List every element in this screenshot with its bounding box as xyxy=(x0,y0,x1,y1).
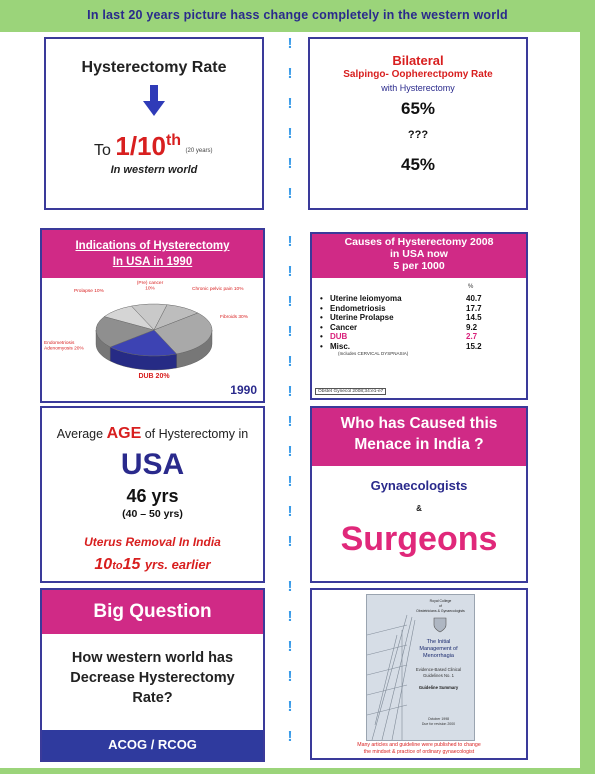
question-line3: Rate? xyxy=(132,690,173,706)
years-note: (20 years) xyxy=(185,148,213,154)
slide-title: Hysterectomy Rate xyxy=(81,59,227,76)
down-arrow-icon xyxy=(143,85,165,117)
cover-subtitle-line2: Guidelines No. 1 xyxy=(423,672,454,678)
cover-title xyxy=(405,639,472,660)
separator-mark: ! xyxy=(287,95,293,112)
earlier-suffix: yrs. earlier xyxy=(144,557,211,572)
separator-mark: ! xyxy=(287,323,293,340)
pie-label: Prolapse 10% xyxy=(74,289,104,294)
separator-mark: ! xyxy=(287,608,293,625)
question-line1: How western world has xyxy=(71,650,234,666)
slide-average-age xyxy=(40,406,265,583)
guideline-caption xyxy=(312,742,526,756)
separator-mark: ! xyxy=(287,728,293,745)
cause-bullet: • xyxy=(320,332,323,341)
header-banner xyxy=(0,0,595,32)
slide-hysterectomy-rate xyxy=(44,37,264,210)
cover-title-line3: Menorrhagia xyxy=(423,653,454,659)
earlier-upto: 15 xyxy=(122,556,141,573)
of-hysterectomy-label: of Hysterectomy in xyxy=(144,427,249,441)
separator-mark: ! xyxy=(287,443,293,460)
age-years: 46 yrs xyxy=(126,486,179,506)
fraction-value: 1/10 xyxy=(115,131,166,161)
pie-label: Chronic pelvic pain 10% xyxy=(192,287,244,292)
pie-label-dub: DUB 20% xyxy=(138,373,170,380)
cause-label: DUB xyxy=(330,332,348,341)
caption-line2: the mindset & practice of ordinary gynaecologist xyxy=(363,749,475,755)
cause-label: Endometriosis xyxy=(330,303,386,313)
separator-mark: ! xyxy=(287,638,293,655)
misc-note: (Includes CERVICAL DYSPNASIA) xyxy=(338,351,409,356)
indications-title-band xyxy=(42,230,263,278)
causes-title-band xyxy=(312,234,526,278)
cause-label: Uterine Prolapse xyxy=(330,313,394,322)
cover-college-line2: of xyxy=(439,604,442,608)
acog-rcog-band: ACOG / RCOG xyxy=(42,730,263,760)
cause-label: Uterine leiomyoma xyxy=(330,294,402,303)
bso-value-unknown: ??? xyxy=(407,129,429,141)
right-green-stripe xyxy=(580,32,595,774)
cover-dates xyxy=(405,717,472,727)
cause-row xyxy=(318,313,498,323)
cause-label: Misc. xyxy=(330,341,351,351)
big-question-band: Big Question xyxy=(42,590,263,634)
causes-title-line3: 5 per 1000 xyxy=(393,260,445,272)
cause-bullet: • xyxy=(320,294,323,303)
causes-title-line2: in USA now xyxy=(390,248,448,260)
column-separator xyxy=(283,34,297,774)
cover-subtitle-line1: Evidence-Based Clinical xyxy=(415,667,462,672)
who-caused-line1: Who has Caused this xyxy=(340,415,498,432)
slide-who-caused xyxy=(310,406,528,583)
separator-mark: ! xyxy=(287,263,293,280)
slide-causes-2008 xyxy=(310,232,528,400)
bottom-green-stripe xyxy=(0,768,595,774)
bso-title-line3: with Hysterectomy xyxy=(381,83,455,93)
cause-label: Cancer xyxy=(330,322,358,332)
separator-mark: ! xyxy=(287,668,293,685)
separator-mark: ! xyxy=(287,35,293,52)
separator-mark: ! xyxy=(287,233,293,250)
cause-row xyxy=(318,332,498,342)
college-crest-icon xyxy=(433,617,447,633)
question-line2: Decrease Hysterectomy xyxy=(70,670,235,686)
age-label: AGE xyxy=(106,425,142,442)
separator-mark: ! xyxy=(287,503,293,520)
to-label: To xyxy=(94,142,111,159)
bso-value-now: 45% xyxy=(400,155,436,174)
cause-row xyxy=(318,342,498,352)
india-removal-line: Uterus Removal In India xyxy=(84,535,221,549)
cause-value: 2.7 xyxy=(466,332,478,341)
cause-row xyxy=(318,294,498,304)
separator-mark: ! xyxy=(287,533,293,550)
average-age-line xyxy=(42,425,263,443)
header-title: In last 20 years picture hass change completely in the western world xyxy=(87,8,508,22)
indications-title-line1: Indications of Hysterectomy xyxy=(75,240,230,252)
slide-indications-1990 xyxy=(40,228,265,403)
country-usa: USA xyxy=(120,448,185,481)
cover-subtitle xyxy=(405,667,472,678)
cause-row xyxy=(318,304,498,314)
cover-college xyxy=(407,599,474,614)
who-caused-line2: Menace in India ? xyxy=(354,436,484,453)
cover-college-line3: Obstetricians & Gynaecologists xyxy=(416,609,465,613)
earlier-from: 10 xyxy=(94,556,113,573)
cause-row xyxy=(318,323,498,333)
who-caused-band xyxy=(312,408,526,466)
causes-list xyxy=(318,294,498,357)
bso-title-line2: Salpingo- Oopherectpomy Rate xyxy=(343,69,493,80)
cover-summary: Guideline Summary xyxy=(418,685,459,690)
separator-mark: ! xyxy=(287,383,293,400)
cause-value: 40.7 xyxy=(466,294,482,303)
separator-mark: ! xyxy=(287,413,293,430)
pie-label: Endometriosis Adenomyosis 20% xyxy=(44,341,84,352)
cover-title-line2: Management of xyxy=(419,646,458,652)
separator-mark: ! xyxy=(287,293,293,310)
pie-label: (Pre) cancer 10% xyxy=(136,281,164,292)
bso-title-line1: Bilateral xyxy=(392,53,444,68)
cause-value: 9.2 xyxy=(466,322,478,332)
percent-header: % xyxy=(468,284,474,290)
cause-bullet: • xyxy=(320,322,323,332)
causes-title-line1: Causes of Hysterectomy 2008 xyxy=(344,236,494,248)
cover-date-line2: Due for revision 2000 xyxy=(421,722,456,726)
cause-bullet: • xyxy=(320,313,323,322)
separator-mark: ! xyxy=(287,698,293,715)
separator-mark: ! xyxy=(287,473,293,490)
separator-mark: ! xyxy=(287,353,293,370)
slide-bso-rate xyxy=(308,37,528,210)
average-label: Average xyxy=(56,427,104,441)
separator-mark: ! xyxy=(287,578,293,595)
gynaecologists-label: Gynaecologists xyxy=(370,478,468,493)
separator-mark: ! xyxy=(287,185,293,202)
cause-value: 14.5 xyxy=(466,313,482,322)
causes-source: Obstet Gynecol 2008;34:e1-e7 xyxy=(315,388,386,395)
cover-title-line1: The Initial xyxy=(426,639,451,645)
bso-value-past: 65% xyxy=(400,99,436,118)
fraction-suffix: th xyxy=(165,132,182,149)
ampersand: & xyxy=(416,504,422,513)
chart-year: 1990 xyxy=(230,383,257,397)
earlier-to: to xyxy=(112,560,123,572)
cause-value: 15.2 xyxy=(466,341,482,351)
slide-big-question xyxy=(40,588,265,762)
pie-label: Fibroids 30% xyxy=(220,315,248,320)
cause-value: 17.7 xyxy=(466,303,482,313)
indications-title-line2: In USA in 1990 xyxy=(112,256,193,268)
surgeons-label: Surgeons xyxy=(340,520,498,558)
cover-date-line1: October 1998 xyxy=(427,717,450,721)
separator-mark: ! xyxy=(287,65,293,82)
slide-guideline xyxy=(310,588,528,760)
cause-bullet: • xyxy=(320,341,323,351)
separator-mark: ! xyxy=(287,155,293,172)
age-range: (40 – 50 yrs) xyxy=(122,508,183,520)
reduction-line xyxy=(94,131,213,162)
separator-mark: ! xyxy=(287,125,293,142)
western-world-label: In western world xyxy=(110,164,198,176)
years-earlier-line xyxy=(42,556,263,574)
cover-college-line1: Royal College xyxy=(429,599,452,603)
cause-bullet: • xyxy=(320,303,323,313)
guideline-cover-image xyxy=(366,594,475,741)
caption-line1: Many articles and guideline were published to change xyxy=(357,742,481,748)
